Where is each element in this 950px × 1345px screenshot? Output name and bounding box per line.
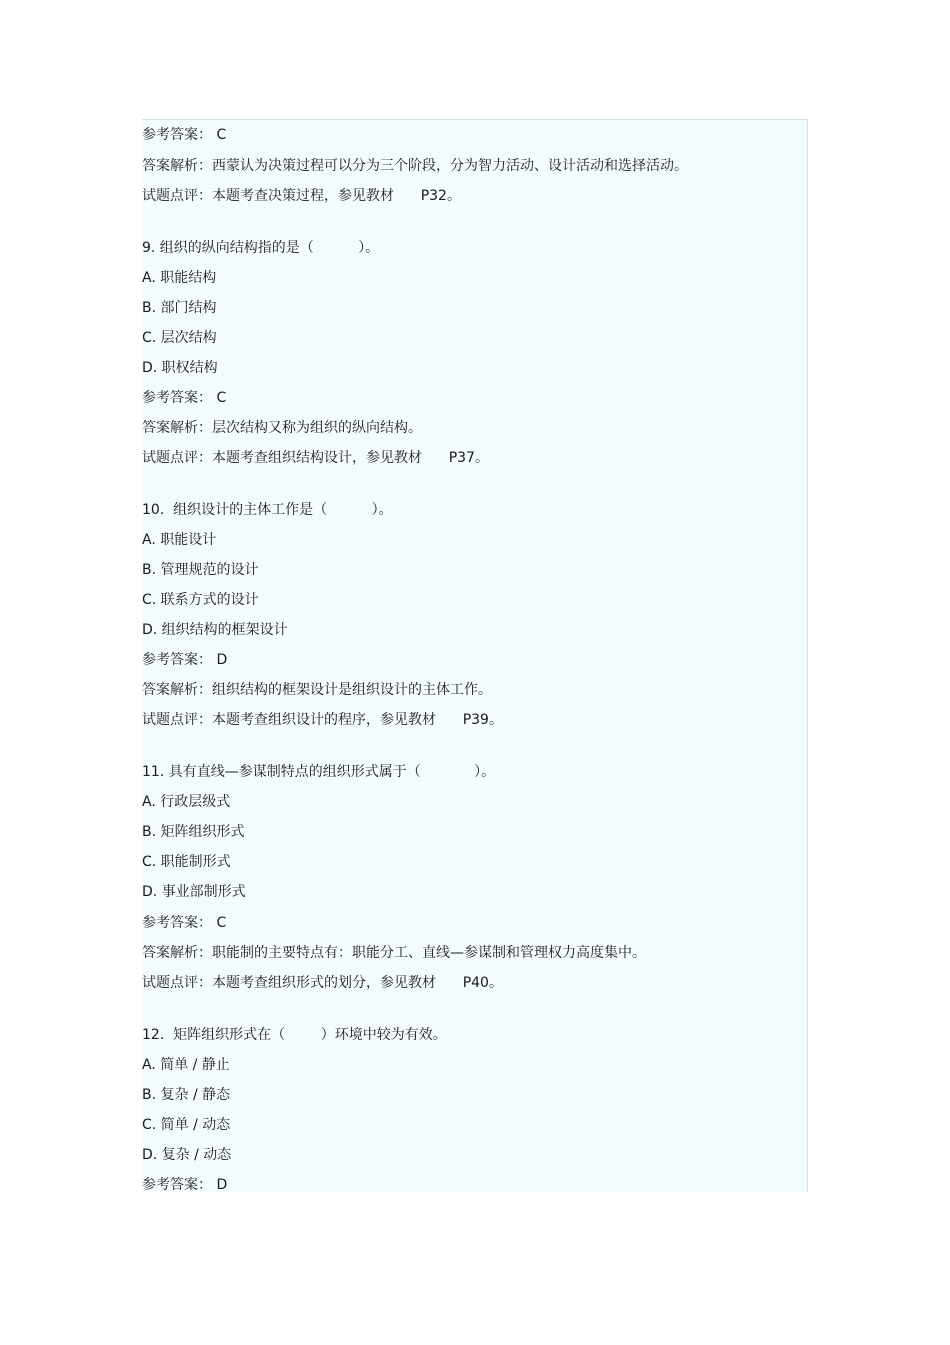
- q10-option-a: A. 职能设计: [142, 532, 217, 548]
- q9-option-d: D. 职权结构: [142, 360, 218, 376]
- q9-option-c: C. 层次结构: [142, 330, 217, 346]
- q11-option-b: B. 矩阵组织形式: [142, 824, 245, 840]
- q11-answer: 参考答案： C: [142, 915, 227, 931]
- q12-option-a: A. 简单 / 静止: [142, 1057, 230, 1073]
- q9-option-a: A. 职能结构: [142, 270, 217, 286]
- q12-option-d: D. 复杂 / 动态: [142, 1147, 232, 1163]
- q9-comment: 试题点评：本题考查组织结构设计，参见教材 P37。: [142, 450, 489, 466]
- q8-analysis: 答案解析：西蒙认为决策过程可以分为三个阶段，分为智力活动、设计活动和选择活动。: [142, 158, 688, 174]
- q11-analysis: 答案解析：职能制的主要特点有：职能分工、直线—参谋制和管理权力高度集中。: [142, 945, 646, 961]
- q10-option-b: B. 管理规范的设计: [142, 562, 259, 578]
- q8-comment: 试题点评：本题考查决策过程，参见教材 P32。: [142, 188, 461, 204]
- q10-option-c: C. 联系方式的设计: [142, 592, 259, 608]
- q9-analysis: 答案解析：层次结构又称为组织的纵向结构。: [142, 420, 422, 436]
- q11-option-d: D. 事业部制形式: [142, 884, 246, 900]
- q9-option-b: B. 部门结构: [142, 300, 217, 316]
- q12-answer: 参考答案： D: [142, 1177, 228, 1192]
- q11-option-a: A. 行政层级式: [142, 794, 231, 810]
- q11-comment: 试题点评：本题考查组织形式的划分，参见教材 P40。: [142, 975, 503, 991]
- q12-question: 12. 矩阵组织形式在（ ）环境中较为有效。: [142, 1027, 447, 1043]
- q11-question: 11. 具有直线—参谋制特点的组织形式属于（ ）。: [142, 764, 496, 780]
- q9-question: 9. 组织的纵向结构指的是（ ）。: [142, 240, 380, 256]
- q10-analysis: 答案解析：组织结构的框架设计是组织设计的主体工作。: [142, 682, 492, 698]
- q8-answer: 参考答案： C: [142, 127, 227, 143]
- q10-comment: 试题点评：本题考查组织设计的程序，参见教材 P39。: [142, 712, 503, 728]
- q12-option-b: B. 复杂 / 静态: [142, 1087, 231, 1103]
- q9-answer: 参考答案： C: [142, 390, 227, 406]
- q11-option-c: C. 职能制形式: [142, 854, 231, 870]
- q10-option-d: D. 组织结构的框架设计: [142, 622, 288, 638]
- q12-option-c: C. 简单 / 动态: [142, 1117, 231, 1133]
- document-content: [142, 119, 808, 1192]
- q10-question: 10. 组织设计的主体工作是（ ）。: [142, 502, 393, 518]
- q10-answer: 参考答案： D: [142, 652, 228, 668]
